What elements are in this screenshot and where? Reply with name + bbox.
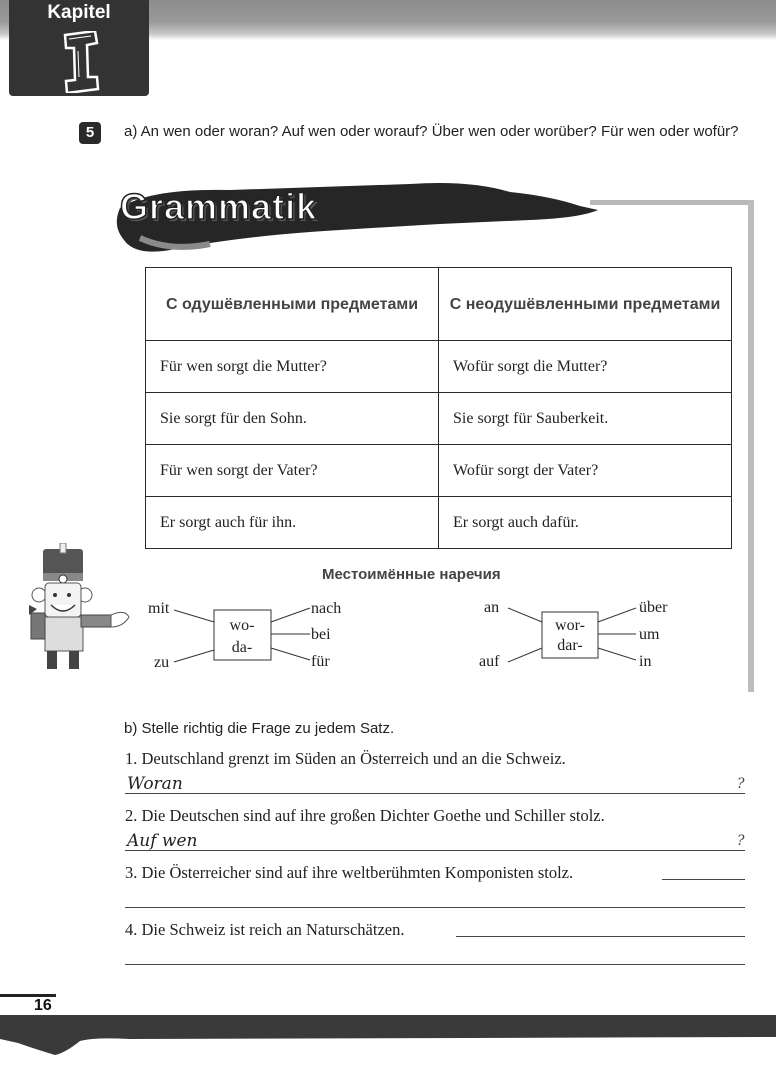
- grammar-table: [145, 267, 732, 549]
- grammar-box-right-border: [748, 200, 754, 692]
- answer-line-4a[interactable]: [456, 936, 745, 937]
- answer-2-handwritten[interactable]: Auf wen: [127, 831, 198, 851]
- table-cell: Sie sorgt für den Sohn.: [146, 393, 439, 445]
- prep-nach: nach: [311, 600, 342, 617]
- exercise-sentence-3: 3. Die Österreicher sind auf ihre weltberühmten Komponisten stolz.: [125, 863, 574, 882]
- answer-line-3a[interactable]: [662, 879, 745, 880]
- exercise-sentence-2: 2. Die Deutschen sind auf ihre großen Dichter Goethe und Schiller stolz.: [125, 806, 605, 825]
- connector-line: [174, 610, 214, 622]
- exercise-sentence-1: 1. Deutschland grenzt im Süden an Österreich und an die Schweiz.: [125, 749, 566, 768]
- prep-in: in: [639, 653, 652, 670]
- answer-line-2[interactable]: [125, 850, 745, 851]
- task-a-instruction: a) An wen oder woran? Auf wen oder worauf? Über wen oder worüber? Für wen oder wofür?: [124, 123, 739, 140]
- task-b-instruction: b) Stelle richtig die Frage zu jedem Satz.: [124, 720, 395, 737]
- connector-line: [174, 650, 214, 662]
- table-header-row: [146, 268, 732, 341]
- connector-line: [271, 648, 310, 660]
- table-row: [146, 445, 732, 497]
- connector-line: [271, 608, 310, 622]
- table-cell: Er sorgt auch dafür.: [439, 497, 732, 549]
- prep-auf: auf: [479, 653, 500, 670]
- connector-line: [598, 608, 636, 622]
- chapter-label: Kapitel: [47, 2, 111, 23]
- prefix-wor: wor-: [555, 617, 585, 634]
- answer-line-4b[interactable]: [125, 964, 745, 965]
- prefix-da: da-: [231, 639, 253, 656]
- table-header-animate: С одушёвленными предметами: [146, 268, 439, 341]
- grammar-title: Grammatik: [120, 186, 318, 227]
- answer-line-3b[interactable]: [125, 907, 745, 908]
- prefix-dar: dar-: [557, 637, 583, 654]
- table-cell: Er sorgt auch für ihn.: [146, 497, 439, 549]
- table-cell: Für wen sorgt der Vater?: [146, 445, 439, 497]
- connector-line: [508, 608, 542, 622]
- prep-an: an: [484, 599, 500, 616]
- pronominal-adverbs-diagram: [140, 590, 700, 680]
- chapter-badge: [9, 0, 149, 96]
- nutcracker-mascot-illustration: [25, 543, 135, 673]
- table-row: [146, 393, 732, 445]
- prep-mit: mit: [148, 600, 170, 617]
- exercise-sentence-4: 4. Die Schweiz ist reich an Naturschätzen.: [125, 920, 405, 939]
- pronominal-adverbs-title: Местоимённые наречия: [322, 566, 501, 583]
- prefix-wo: wo-: [229, 617, 255, 634]
- table-header-inanimate: С неодушёвленными предметами: [439, 268, 732, 341]
- prep-um: um: [639, 626, 660, 643]
- page-number: 16: [34, 997, 52, 1014]
- prep-zu: zu: [154, 654, 170, 671]
- answer-2-question-mark: ?: [737, 833, 745, 849]
- table-row: [146, 497, 732, 549]
- grammar-box-top-border: [590, 200, 753, 205]
- table-cell: Sie sorgt für Sauberkeit.: [439, 393, 732, 445]
- table-cell: Wofür sorgt der Vater?: [439, 445, 732, 497]
- task-number: 5: [79, 122, 101, 144]
- answer-1-question-mark: ?: [737, 776, 745, 792]
- connector-line: [508, 648, 542, 662]
- answer-line-1[interactable]: [125, 793, 745, 794]
- answer-1-handwritten[interactable]: Woran: [127, 774, 183, 794]
- connector-line: [598, 648, 636, 660]
- prep-bei: bei: [311, 626, 331, 643]
- bottom-banner: [0, 1015, 776, 1075]
- table-cell: Für wen sorgt die Mutter?: [146, 341, 439, 393]
- table-cell: Wofür sorgt die Mutter?: [439, 341, 732, 393]
- table-row: [146, 341, 732, 393]
- chapter-numeral-icon: [61, 31, 101, 93]
- prep-ueber: über: [639, 599, 668, 616]
- prep-fuer: für: [311, 653, 330, 670]
